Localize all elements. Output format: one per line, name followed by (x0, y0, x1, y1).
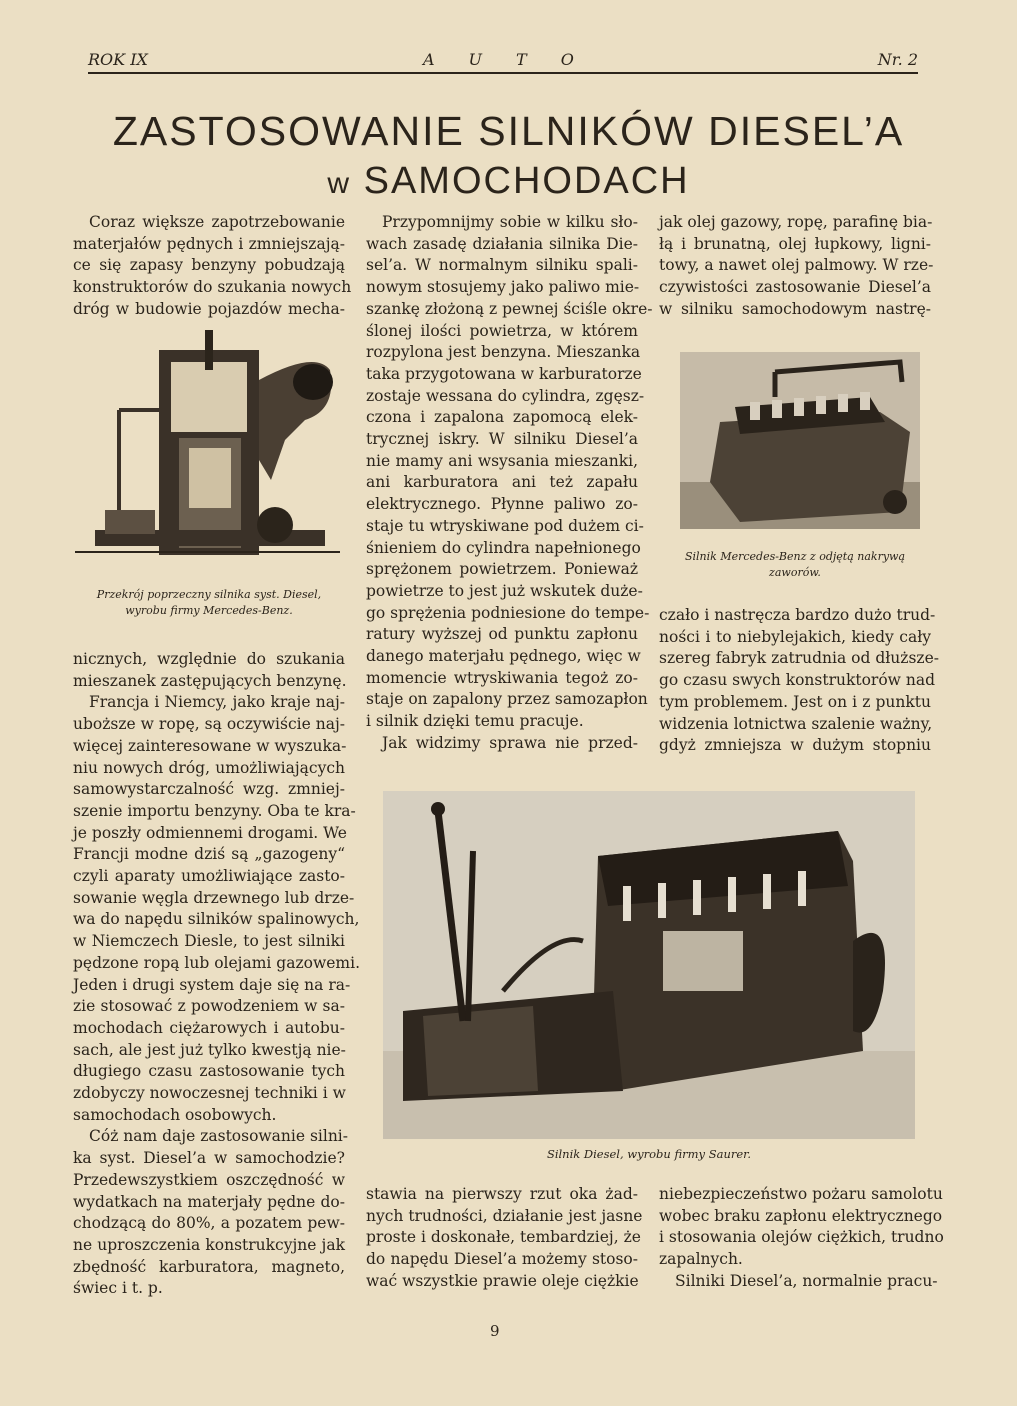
figure-engine-cross-section (75, 330, 340, 575)
article-title-small-word: w (327, 167, 352, 200)
mercedes-engine-photo-drawing (680, 352, 920, 529)
header-issue-number: Nr. 2 (877, 50, 918, 69)
column1-bottom-text: nicznych, względnie do szukania mieszanek zastępujących benzynę. Francja i Niemcy, jako kraje naj- uboższe w ropę, są oczywiście naj- więcej zainteresowane w wyszuka- niu nowych dróg, umożliwiających samowystarczalność wzg. zmniej- szenie importu benzyny. Oba te kra- je poszły odmiennemi drogami. We Francji modne dziś są „gazogeny“ czyli aparaty umożliwiające zasto- sowanie węgla drzewnego lub drze- wa do napędu silników spalinowych, w Niemczech Diesle, to jest silniki pędzone ropą lub olejami gazowemi. Jeden i drugi system daje się na ra- zie stosować z powodzeniem w sa- mochodach ciężarowych i autobu- sach, ale jest już tylko kwestją nie- długiego czasu zastosowanie tych zdobyczy nowoczesnej techniki i w samochodach osobowych. Cóż nam daje zastosowanie silni- ka syst. Diesel’a w samochodzie? Przedewszystkiem oszczędność w wydatkach na materjały pędne do- chodzącą do 80%, a pozatem pew- ne uproszczenia konstrukcyjne jak zbędność karburatora, magneto, świec i t. p. (73, 650, 360, 1298)
column1-top-text: Coraz większe zapotrzebowanie materjałów pędnych i zmniejszają- ce się zapasy benzyny pobudzają konstruktorów do szukania nowych dróg w budowie pojazdów mecha- (73, 213, 352, 318)
figure-saurer-engine-photo (383, 791, 915, 1139)
column3-bottom-text: niebezpieczeństwo pożaru samolotu wobec braku zapłonu elektrycznego i stosowania olejów ciężkich, trudno zapalnych. Silniki Diesel’a, normalnie pracu- (659, 1185, 944, 1290)
column3-top-text: jak olej gazowy, ropę, parafinę bia- łą i brunatną, olej łupkowy, ligni- towy, a nawet olej palmowy. W rze- czywistości zastosowanie Diesel’a w silniku samochodowym nastrę- (659, 213, 934, 318)
engine-cross-section-drawing (75, 330, 340, 575)
figure1-caption: Przekrój poprzeczny silnika syst. Diesel, wyrobu firmy Mercedes-Benz. (96, 588, 322, 617)
figure3-caption: Silnik Diesel, wyrobu firmy Saurer. (546, 1147, 752, 1161)
column3-middle-text: czało i nastręcza bardzo dużo trud- ności i to niebylejakich, kiedy cały szereg fabryk zatrudnia od dłuższe- go czasu swych konstruktorów nad tym problemem. Jest on i z punktu widzenia lotnictwa szalenie ważny, gdyż zmniejsza w dużym stopniu (659, 606, 939, 755)
article-title-line2 (0, 160, 1017, 203)
header-volume: ROK IX (88, 50, 148, 69)
saurer-engine-photo-drawing (383, 791, 915, 1139)
running-header (88, 50, 918, 76)
header-magazine-title: AUTO (423, 50, 608, 69)
column2-text: Przypomnijmy sobie w kilku sło- wach zasadę działania silnika Die- sel’a. W normalnym silniku spali- nowym stosujemy jako paliwo mie- szankę złożoną z pewnej ściśle okre- ślonej ilości powietrza, w którem rozpylona jest benzyna. Mieszanka taka przygotowana w karburatorze zostaje wessana do cylindra, zgęsz- czona i zapalona zapomocą elek- trycznej iskry. W silniku Diesel’a nie mamy ani wsysania mieszanki, ani karburatora ani też zapału elektrycznego. Płynne paliwo zo- staje tu wtryskiwane pod dużem ci- śnieniem do cylindra napełnionego sprężonem powietrzem. Ponieważ powietrze to jest już wskutek duże- go sprężenia podniesione do tempe- ratury wyższej od punktu zapłonu danego materjału pędnego, więc w momencie wtryskiwania tegoż zo- staje on zapalony przez samozapłon i silnik dzięki temu pracuje. Jak widzimy sprawa nie przed- (366, 213, 653, 752)
article-title-main-word: SAMOCHODACH (363, 160, 690, 202)
page-number: 9 (490, 1322, 500, 1340)
header-rule (88, 72, 918, 74)
figure2-caption: Silnik Mercedes-Benz z odjętą nakrywą zaworów. (684, 550, 906, 579)
column2-bottom-text: stawia na pierwszy rzut oka żad- nych trudności, działanie jest jasne proste i doskonałe, tembardziej, że do napędu Diesel’a możemy stoso- wać wszystkie prawie oleje ciężkie (366, 1185, 643, 1290)
article-title-line1: ZASTOSOWANIE SILNIKÓW DIESEL’A (112, 108, 905, 154)
figure-mercedes-engine-photo (680, 352, 920, 529)
